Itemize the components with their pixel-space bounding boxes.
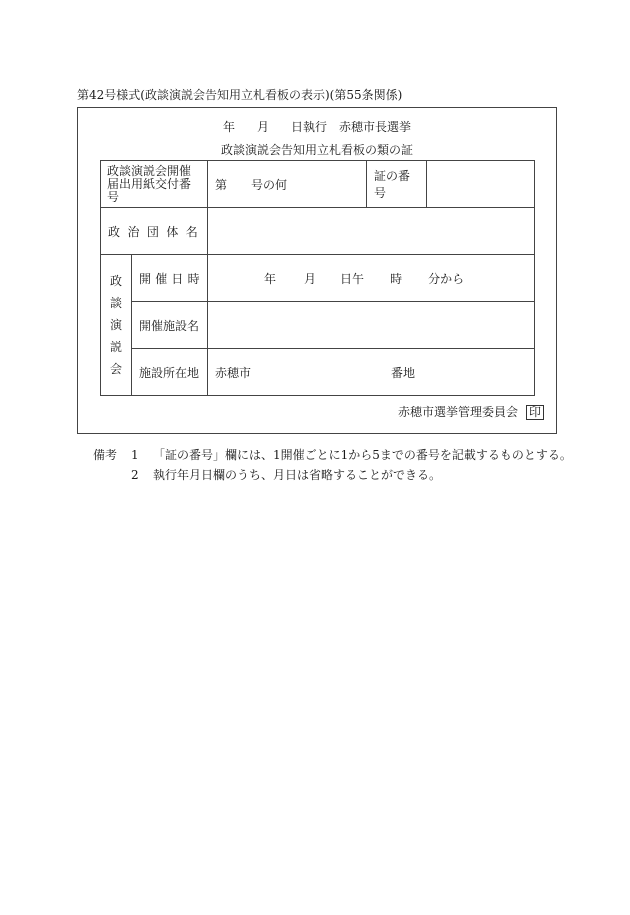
note-text: 執行年月日欄のうち、月日は省略することができる。 — [153, 468, 442, 482]
application-number-row — [101, 161, 535, 208]
meeting-label-char: 演 — [109, 318, 122, 332]
cert-number-label: 証の番号 — [367, 161, 427, 208]
org-name-label: 政治団体名 — [101, 208, 208, 255]
committee-name: 赤穂市選挙管理委員会 — [397, 405, 518, 419]
date-minute: 分から — [428, 271, 465, 286]
number-prefix: 第 — [215, 177, 228, 192]
datetime-label: 開催日時 — [132, 255, 208, 302]
document-heading: 第42号様式(政談演説会告知用立札看板の表示)(第55条関係) — [77, 88, 403, 102]
org-name-row — [101, 208, 535, 255]
datetime-row — [101, 255, 535, 302]
exec-month: 月 — [256, 120, 269, 134]
application-number-label: 政談演説会開催届出用紙交付番号 — [101, 161, 208, 208]
note-item-2 — [93, 465, 572, 485]
meeting-group-label — [101, 255, 132, 396]
cert-number-field[interactable] — [427, 161, 535, 208]
election-name: 赤穂市長選挙 — [339, 120, 412, 134]
committee-signature — [398, 403, 544, 420]
meeting-label-char: 説 — [109, 340, 122, 354]
execution-date-line — [78, 118, 556, 135]
venue-label: 開催施設名 — [132, 302, 208, 349]
address-suffix: 番地 — [391, 365, 416, 380]
date-hour: 時 — [390, 271, 403, 286]
meeting-label-char: 会 — [109, 362, 122, 376]
certificate-title: 政談演説会告知用立札看板の類の証 — [220, 143, 413, 157]
datetime-field[interactable] — [208, 255, 535, 302]
notes-section — [93, 445, 572, 485]
note-number: 2 — [131, 468, 139, 482]
meeting-label-char: 政 — [109, 274, 122, 288]
notes-label: 備考 — [93, 448, 118, 462]
address-field[interactable] — [208, 349, 535, 396]
application-number-field[interactable] — [208, 161, 367, 208]
certificate-frame — [77, 107, 557, 434]
date-month: 月 — [304, 271, 317, 286]
venue-field[interactable] — [208, 302, 535, 349]
number-suffix: 号の何 — [251, 177, 288, 192]
certificate-form-table — [100, 160, 535, 396]
venue-row — [101, 302, 535, 349]
exec-day: 日執行 — [291, 120, 328, 134]
seal-stamp: 印 — [526, 405, 544, 420]
note-item-1 — [93, 445, 572, 465]
org-name-field[interactable] — [208, 208, 535, 255]
exec-year: 年 — [222, 120, 235, 134]
address-row — [101, 349, 535, 396]
note-text: 「証の番号」欄には、1開催ごとに1から5までの番号を記載するものとする。 — [153, 448, 572, 462]
address-city: 赤穂市 — [215, 365, 252, 380]
note-number: 1 — [131, 448, 139, 462]
meeting-label-char: 談 — [109, 296, 122, 310]
date-day-ampm: 日午 — [340, 271, 365, 286]
address-label: 施設所在地 — [132, 349, 208, 396]
date-year: 年 — [264, 271, 277, 286]
